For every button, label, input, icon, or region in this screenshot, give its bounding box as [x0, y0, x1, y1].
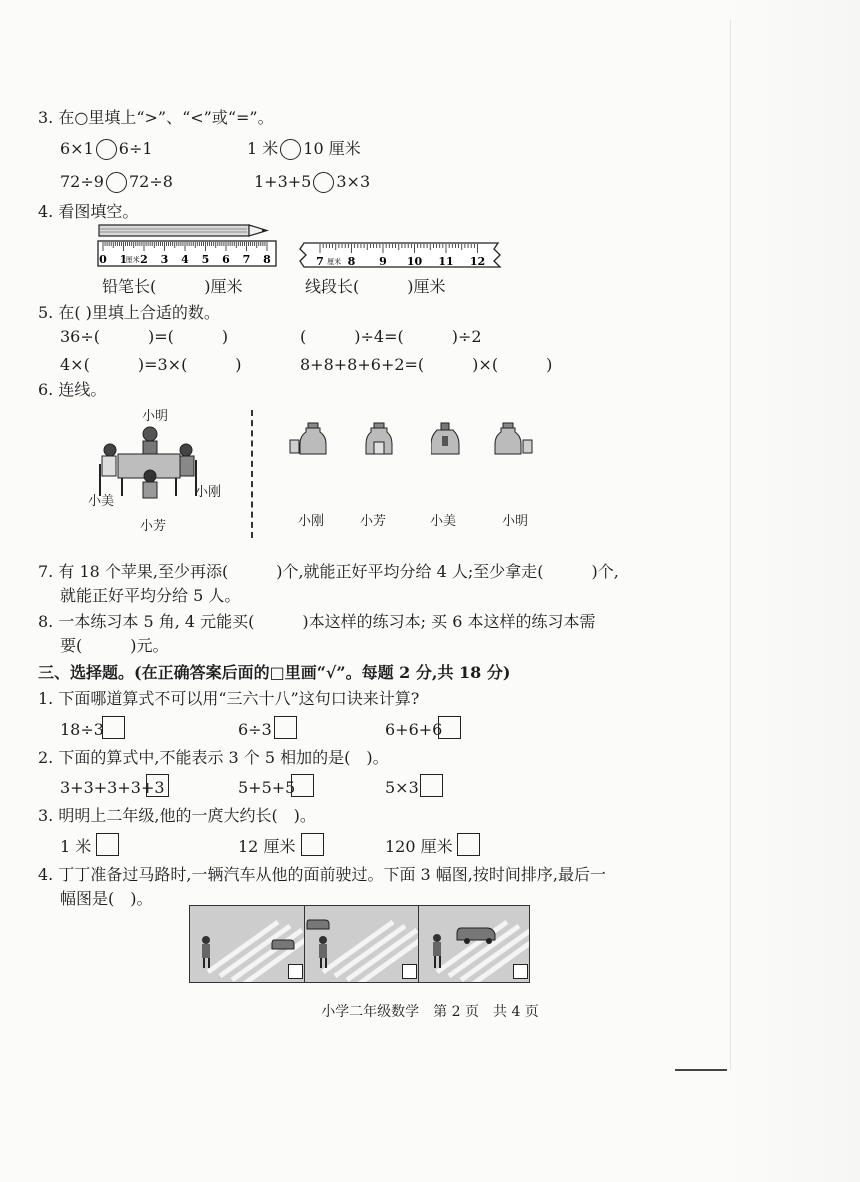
ruler-label: 2 [140, 253, 148, 266]
ruler-unit-label: 厘米 [125, 256, 140, 264]
answer-box[interactable] [96, 833, 119, 856]
q3-r2c2a: 1+3+5 [254, 172, 312, 191]
c1-opt-b: 6÷3 [238, 720, 272, 739]
c1-opt-c: 6+6+6 [385, 720, 443, 739]
kettle-view-2-icon [365, 420, 395, 460]
q3-r1c2a: 1 米 [247, 139, 279, 158]
name-left: 小美 [88, 494, 115, 509]
q3-row2-left [60, 172, 173, 193]
section-3-title: 三、选择题。(在正确答案后面的□里画“√”。每题 2 分,共 18 分) [38, 663, 511, 682]
c2-opt-a: 3+3+3+3+3 [60, 778, 165, 797]
kettle-view-1-icon [288, 420, 332, 460]
ruler-label: 1 [119, 253, 128, 266]
c4-line2: 幅图是( )。 [60, 889, 153, 908]
q3-row1-right [247, 139, 361, 160]
compare-circle[interactable] [313, 172, 334, 193]
q4-title: 4. 看图填空。 [38, 202, 139, 221]
q5-a: 36÷( )=( ) [60, 327, 229, 346]
q8-line2: 要( )元。 [60, 636, 169, 655]
name-opt-4: 小明 [502, 514, 529, 529]
c3-title: 3. 明明上二年级,他的一庹大约长( )。 [38, 806, 316, 825]
ruler-label: 0 [99, 253, 107, 266]
name-right: 小刚 [195, 485, 222, 500]
q3-title: 3. 在○里填上“>”、“<”或“=”。 [38, 108, 274, 127]
page-footer: 小学二年级数学 第 2 页 共 4 页 [321, 1004, 539, 1020]
q7-line1: 7. 有 18 个苹果,至少再添( )个,就能正好平均分给 4 人;至少拿走( )个, [38, 562, 619, 581]
compare-circle[interactable] [106, 172, 127, 193]
name-top: 小明 [142, 409, 169, 424]
answer-box[interactable] [146, 774, 169, 797]
q3-r2c1b: 72÷8 [128, 172, 173, 191]
ruler-label: 7 [242, 253, 251, 266]
c2-title: 2. 下面的算式中,不能表示 3 个 5 相加的是( )。 [38, 748, 389, 767]
answer-box[interactable] [420, 774, 443, 797]
answer-box[interactable] [291, 774, 314, 797]
divider-dashed [251, 410, 253, 538]
ruler-unit-label: 厘米 [327, 258, 342, 266]
kettle-view-3-icon [431, 420, 461, 460]
scene-3 [418, 905, 530, 983]
pencil-icon [97, 223, 277, 239]
kettle-view-4-icon [493, 420, 537, 460]
page-fold-line [730, 20, 731, 1070]
c2-opt-b: 5+5+5 [238, 778, 296, 797]
scene-2 [304, 905, 419, 983]
q4-caption-segment: 线段长( )厘米 [305, 277, 446, 296]
q5-c: 4×( )=3×( ) [60, 355, 242, 374]
q3-row1-left [60, 139, 153, 160]
q8-line1: 8. 一本练习本 5 角, 4 元能买( )本这样的练习本; 买 6 本这样的练习本需 [38, 612, 596, 631]
answer-box[interactable] [102, 716, 125, 739]
ruler-2 [298, 242, 504, 272]
c3-opt-c: 120 厘米 [385, 837, 453, 856]
c1-title: 1. 下面哪道算式不可以用“三六十八”这句口诀来计算? [38, 689, 420, 708]
answer-box[interactable] [288, 964, 303, 979]
kids-at-table-illustration [98, 424, 198, 504]
q3-r1c1b: 6÷1 [118, 139, 153, 158]
q3-r2c1a: 72÷9 [60, 172, 104, 191]
compare-circle[interactable] [96, 139, 117, 160]
c4-line1: 4. 丁丁准备过马路时,一辆汽车从他的面前驶过。下面 3 幅图,按时间排序,最后一 [38, 865, 606, 884]
ruler-1 [97, 240, 279, 270]
c3-opt-b: 12 厘米 [238, 837, 296, 856]
q3-r2c2b: 3×3 [336, 172, 371, 191]
answer-box[interactable] [402, 964, 417, 979]
ruler-label: 4 [181, 253, 189, 266]
q3-r1c1a: 6×1 [60, 139, 94, 158]
answer-box[interactable] [274, 716, 297, 739]
q5-d: 8+8+8+6+2=( )×( ) [300, 355, 553, 374]
ruler-label: 7 [316, 255, 324, 268]
q5-b: ( )÷4=( )÷2 [300, 327, 482, 346]
ruler-label: 3 [160, 253, 169, 266]
scene-1 [189, 905, 305, 983]
ruler-label: 6 [222, 253, 230, 266]
q3-r1c2b: 10 厘米 [303, 139, 361, 158]
ruler-label: 9 [379, 255, 387, 268]
answer-box[interactable] [457, 833, 480, 856]
q4-caption-pencil: 铅笔长( )厘米 [102, 277, 243, 296]
name-opt-3: 小美 [430, 514, 457, 529]
answer-box[interactable] [438, 716, 461, 739]
ruler-label: 8 [347, 255, 356, 268]
q6-title: 6. 连线。 [38, 380, 107, 399]
compare-circle[interactable] [280, 139, 301, 160]
c2-opt-c: 5×3 [385, 778, 419, 797]
answer-box[interactable] [513, 964, 528, 979]
answer-box[interactable] [301, 833, 324, 856]
ruler-label: 12 [469, 255, 486, 268]
c3-opt-a: 1 米 [60, 837, 92, 856]
q5-title: 5. 在( )里填上合适的数。 [38, 303, 220, 322]
ruler-label: 11 [438, 255, 454, 268]
q7-line2: 就能正好平均分给 5 人。 [60, 586, 241, 605]
name-opt-1: 小刚 [298, 514, 325, 529]
name-bottom: 小芳 [140, 519, 167, 534]
bottom-rule [675, 1069, 727, 1071]
ruler-label: 10 [406, 255, 423, 268]
q3-row2-right [254, 172, 370, 193]
name-opt-2: 小芳 [360, 514, 387, 529]
ruler-label: 5 [201, 253, 210, 266]
ruler-label: 8 [263, 253, 271, 266]
c1-opt-a: 18÷3 [60, 720, 104, 739]
